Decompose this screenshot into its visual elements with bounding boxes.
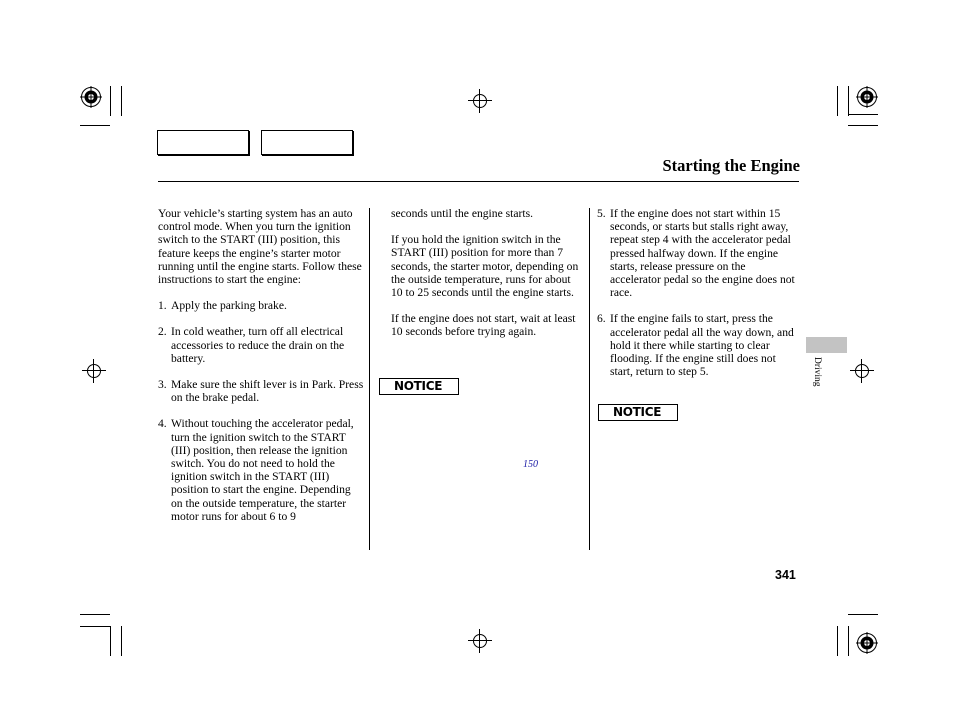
column-2 — [391, 207, 581, 352]
registration-target-icon — [856, 86, 878, 108]
page-reference-link[interactable]: 150 — [523, 459, 538, 470]
notice-label: NOTICE — [598, 404, 678, 421]
paragraph: If the engine does not start, wait at least 10 seconds before trying again. — [391, 312, 576, 339]
notice-label: NOTICE — [379, 378, 459, 395]
list-item: 6. If the engine fails to start, press the accelerator pedal all the way down, and hold it there while starting to clear flooding. If the engine still does not start, return to step 5. — [597, 312, 794, 379]
list-item: 3. Make sure the shift lever is in Park. Press on the brake pedal. — [158, 378, 364, 405]
header-tab-box[interactable] — [157, 130, 249, 155]
page-number: 341 — [775, 568, 796, 582]
list-item: 2. In cold weather, turn off all electrical accessories to reduce the drain on the battery. — [158, 325, 345, 365]
column-3 — [597, 207, 797, 391]
column-divider — [369, 208, 370, 550]
crosshair-icon — [470, 631, 490, 651]
header-tab-box[interactable] — [261, 130, 353, 155]
crosshair-icon — [470, 91, 490, 111]
header-rule — [158, 181, 799, 182]
column-1 — [158, 207, 364, 536]
page-title: Starting the Engine — [662, 156, 800, 175]
section-tab — [806, 337, 847, 353]
column-divider — [589, 208, 590, 550]
crosshair-icon — [84, 361, 104, 381]
list-item: 1. Apply the parking brake. — [158, 299, 287, 313]
list-item: 4. Without touching the accelerator pedal, turn the ignition switch to the START (III) position, then release the ignition switch. You do not need to hold the ignition switch in the START (III) position to start the engine. Depending on the outside temperature, the starter motor runs for about 6 to 9 — [158, 417, 354, 523]
list-item: 5. If the engine does not start within 15 seconds, or starts but stalls right away, repeat step 4 with the accelerator pedal pressed halfway down. If the engine starts, release pressure on the accelerator pedal so the engine does not race. — [597, 207, 795, 300]
paragraph: If you hold the ignition switch in the START (III) position for more than 7 seconds, the starter motor, depending on the outside temperature, runs for about 10 to 25 seconds until the engine starts. — [391, 233, 579, 300]
section-label: Driving — [812, 357, 822, 387]
registration-target-icon — [856, 632, 878, 654]
crosshair-icon — [852, 361, 872, 381]
registration-target-icon — [80, 86, 102, 108]
intro-paragraph: Your vehicle’s starting system has an auto control mode. When you turn the ignition switch to the START (III) position, this feature keeps the engine’s starter motor running until the engine starts. Follow these instructions to start the engine: — [158, 207, 362, 287]
paragraph: seconds until the engine starts. — [391, 207, 533, 220]
